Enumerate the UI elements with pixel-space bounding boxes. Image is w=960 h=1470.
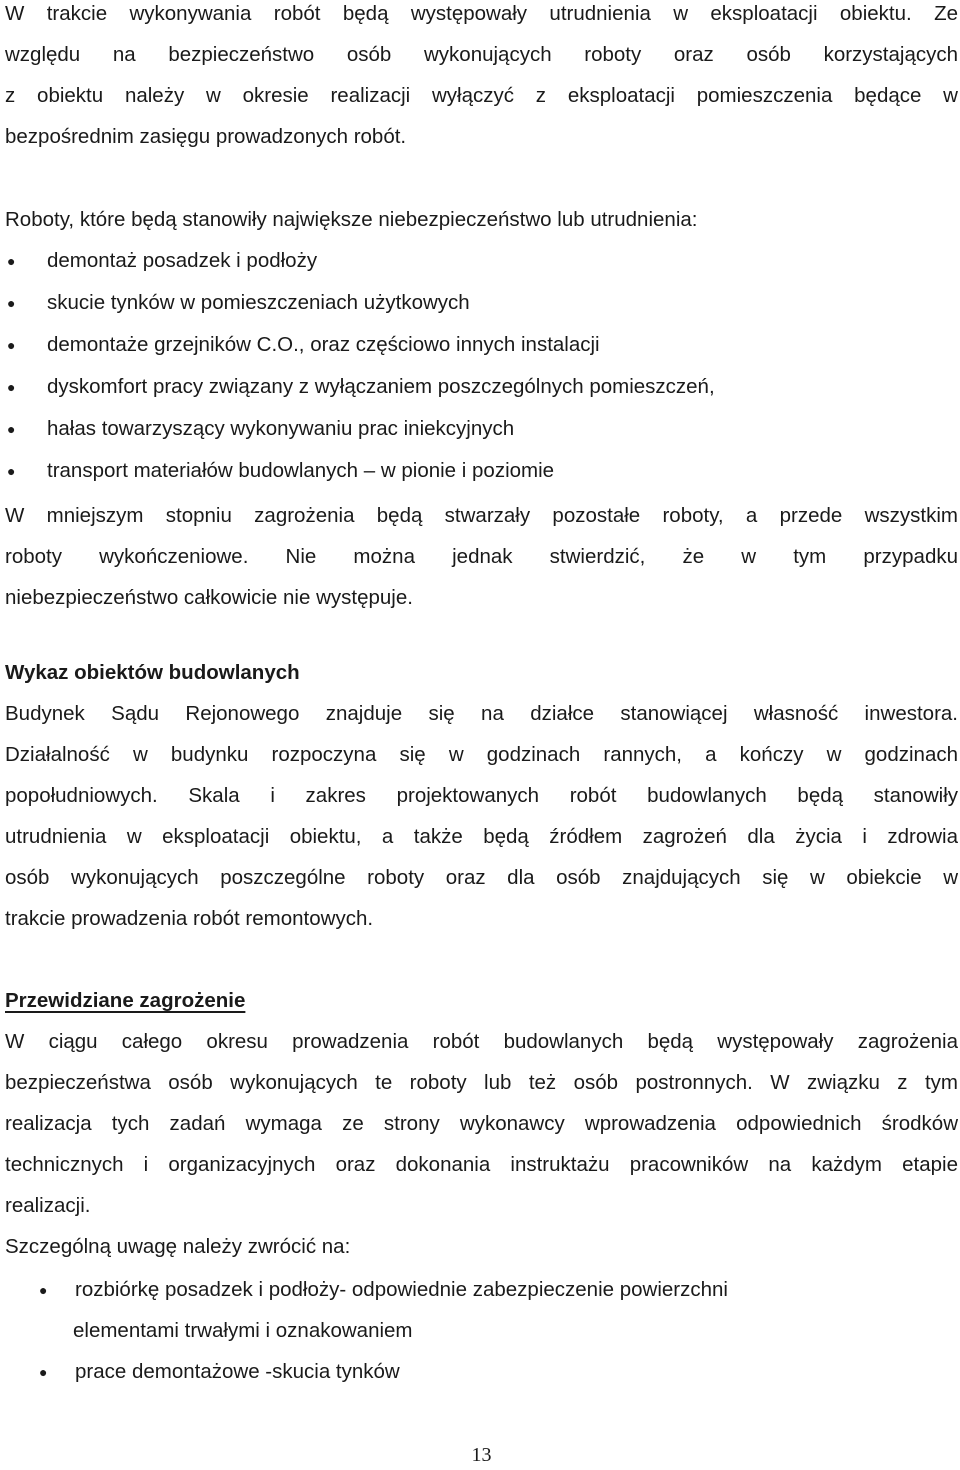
paragraph-line: Działalność w budynku rozpoczyna się w godzinach rannych, a kończy w godzinach — [5, 743, 958, 766]
paragraph-line: osób wykonujących poszczególne roboty oraz dla osób znajdujących się w obiekcie w — [5, 866, 958, 889]
bullet-icon: ● — [7, 253, 16, 269]
lesser-hazards-paragraph — [5, 495, 958, 618]
list-item: ● demontaż posadzek i podłoży — [5, 240, 958, 282]
bullet-icon: ● — [7, 295, 16, 311]
bullet-icon: ● — [39, 1364, 48, 1380]
bullet-icon: ● — [39, 1282, 48, 1298]
attention-list — [5, 1269, 958, 1393]
hazards-intro — [5, 199, 958, 240]
list-item: ● hałas towarzyszący wykonywaniu prac iniekcyjnych — [5, 408, 958, 450]
bullet-icon: ● — [7, 337, 16, 353]
paragraph-line: z obiektu należy w okresie realizacji wyłączyć z eksploatacji pomieszczenia będące w — [5, 84, 958, 107]
paragraph-line: technicznych i organizacyjnych oraz dokonania instruktażu pracowników na każdym etapie — [5, 1153, 958, 1176]
hazards-intro-text: Roboty, które będą stanowiły największe niebezpieczeństwo lub utrudnienia: — [5, 208, 698, 231]
paragraph-line: względu na bezpieczeństwo osób wykonujących roboty oraz osób korzystających — [5, 43, 958, 66]
paragraph-line: bezpośrednim zasięgu prowadzonych robót. — [5, 125, 407, 148]
paragraph-line: bezpieczeństwa osób wykonujących te roboty lub też osób postronnych. W związku z tym — [5, 1071, 958, 1094]
list-item: ● demontaże grzejników C.O., oraz częściowo innych instalacji — [5, 324, 958, 366]
buildings-paragraph — [5, 693, 958, 939]
paragraph-line: popołudniowych. Skala i zakres projektowanych robót budowlanych będą stanowiły — [5, 784, 958, 807]
paragraph-line: niebezpieczeństwo całkowicie nie występuje. — [5, 586, 413, 609]
paragraph-line: Budynek Sądu Rejonowego znajduje się na działce stanowiącej własność inwestora. — [5, 702, 958, 725]
document-page — [5, 0, 958, 1470]
hazards-list — [5, 240, 958, 492]
paragraph-line: W mniejszym stopniu zagrożenia będą stwarzały pozostałe roboty, a przede wszystkim — [5, 504, 958, 527]
paragraph-line: realizacji. — [5, 1194, 91, 1217]
list-item: ● prace demontażowe -skucia tynków — [5, 1351, 958, 1393]
section-heading-hazards: Przewidziane zagrożenie — [5, 989, 246, 1012]
attention-intro: Szczególną uwagę należy zwrócić na: — [5, 1235, 351, 1258]
list-item: ● dyskomfort pracy związany z wyłączaniem poszczególnych pomieszczeń, — [5, 366, 958, 408]
list-item: ● rozbiórkę posadzek i podłoży- odpowiednie zabezpieczenie powierzchni — [5, 1269, 958, 1311]
list-item: ● skucie tynków w pomieszczeniach użytkowych — [5, 282, 958, 324]
bullet-icon: ● — [7, 421, 16, 437]
list-item: ● transport materiałów budowlanych – w pionie i poziomie — [5, 450, 958, 492]
bullet-icon: ● — [7, 379, 16, 395]
bullet-icon: ● — [7, 463, 16, 479]
list-item-continuation: elementami trwałymi i oznakowaniem — [73, 1319, 413, 1342]
intro-paragraph — [5, 0, 958, 157]
paragraph-line: trakcie prowadzenia robót remontowych. — [5, 907, 374, 930]
paragraph-line: utrudnienia w eksploatacji obiektu, a także będą źródłem zagrożeń dla życia i zdrowia — [5, 825, 958, 848]
paragraph-line: roboty wykończeniowe. Nie można jednak stwierdzić, że w tym przypadku — [5, 545, 958, 568]
paragraph-line: W trakcie wykonywania robót będą występowały utrudnienia w eksploatacji obiektu. Ze — [5, 2, 958, 25]
paragraph-line: realizacja tych zadań wymaga ze strony wykonawcy wprowadzenia odpowiednich środków — [5, 1112, 958, 1135]
page-number: 13 — [471, 1444, 492, 1466]
section-heading-buildings: Wykaz obiektów budowlanych — [5, 661, 300, 684]
hazards-paragraph — [5, 1021, 958, 1267]
paragraph-line: W ciągu całego okresu prowadzenia robót budowlanych będą występowały zagrożenia — [5, 1030, 958, 1053]
